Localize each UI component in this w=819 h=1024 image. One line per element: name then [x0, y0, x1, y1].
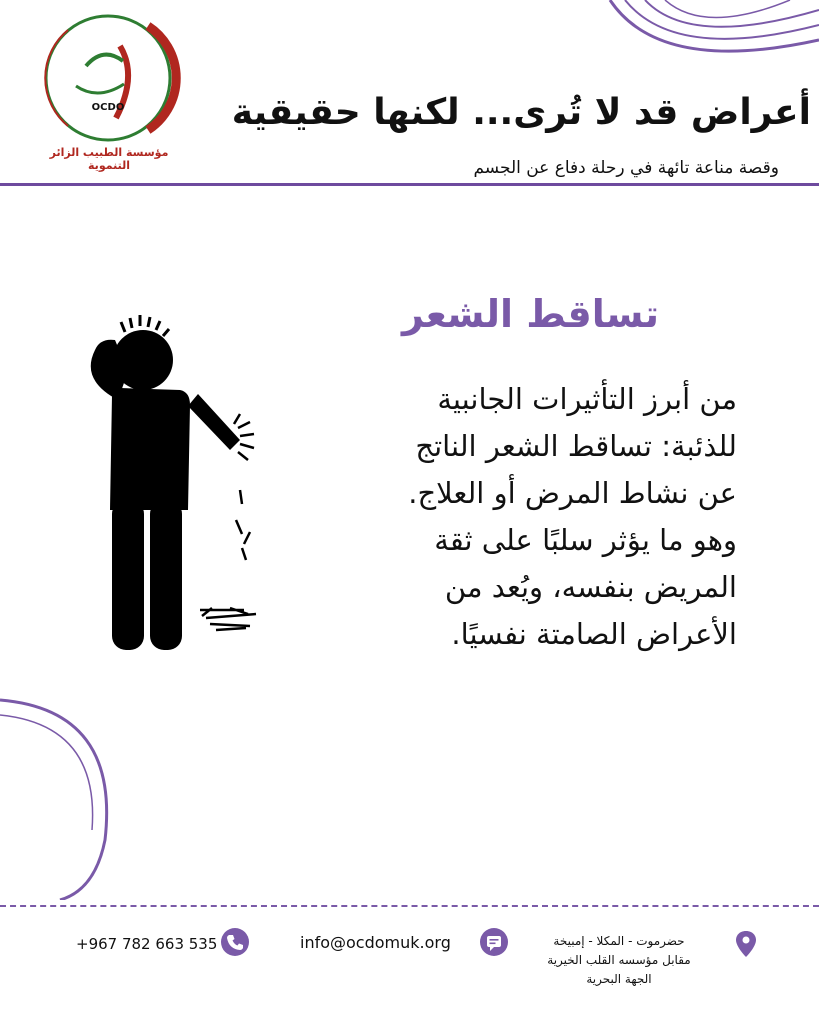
- section-body: [297, 376, 737, 658]
- header-divider: [0, 183, 819, 186]
- logo-abbr: OCDO: [91, 102, 125, 113]
- phone-icon[interactable]: [221, 928, 249, 956]
- decorative-arcs-left: [0, 690, 130, 900]
- address-line: الجهة البحرية: [586, 972, 652, 986]
- body-line: عن نشاط المرض أو العلاج.: [408, 476, 737, 510]
- address: [519, 932, 719, 989]
- footer-divider: [0, 905, 819, 907]
- body-line: المريض بنفسه، ويُعد من: [444, 570, 737, 604]
- organization-logo: [28, 6, 188, 166]
- body-line: الأعراض الصامتة نفسيًا.: [451, 617, 737, 651]
- page-title: أعراض قد لا تُرى... لكنها حقيقية: [231, 92, 811, 133]
- address-line: مقابل مؤسسه القلب الخيرية: [547, 953, 691, 967]
- hair-loss-figure-illustration: [40, 310, 280, 670]
- page-subtitle: وقصة مناعة تائهة في رحلة دفاع عن الجسم: [473, 158, 779, 178]
- decorative-arcs-top: [590, 0, 819, 90]
- body-line: للذئبة: تساقط الشعر الناتج: [415, 429, 737, 463]
- address-line: حضرموت - المكلا - إمبيخة: [553, 934, 685, 948]
- location-pin-icon: [734, 930, 758, 958]
- phone-number[interactable]: +967 782 663 535: [76, 935, 218, 953]
- body-line: من أبرز التأثيرات الجانبية: [437, 382, 737, 416]
- body-line: وهو ما يؤثر سلبًا على ثقة: [434, 523, 737, 557]
- organization-name: مؤسسة الطبيب الزائر التنموية: [49, 146, 169, 172]
- message-icon[interactable]: [480, 928, 508, 956]
- email-address[interactable]: info@ocdomuk.org: [300, 933, 451, 952]
- section-title: تساقط الشعر: [401, 292, 659, 336]
